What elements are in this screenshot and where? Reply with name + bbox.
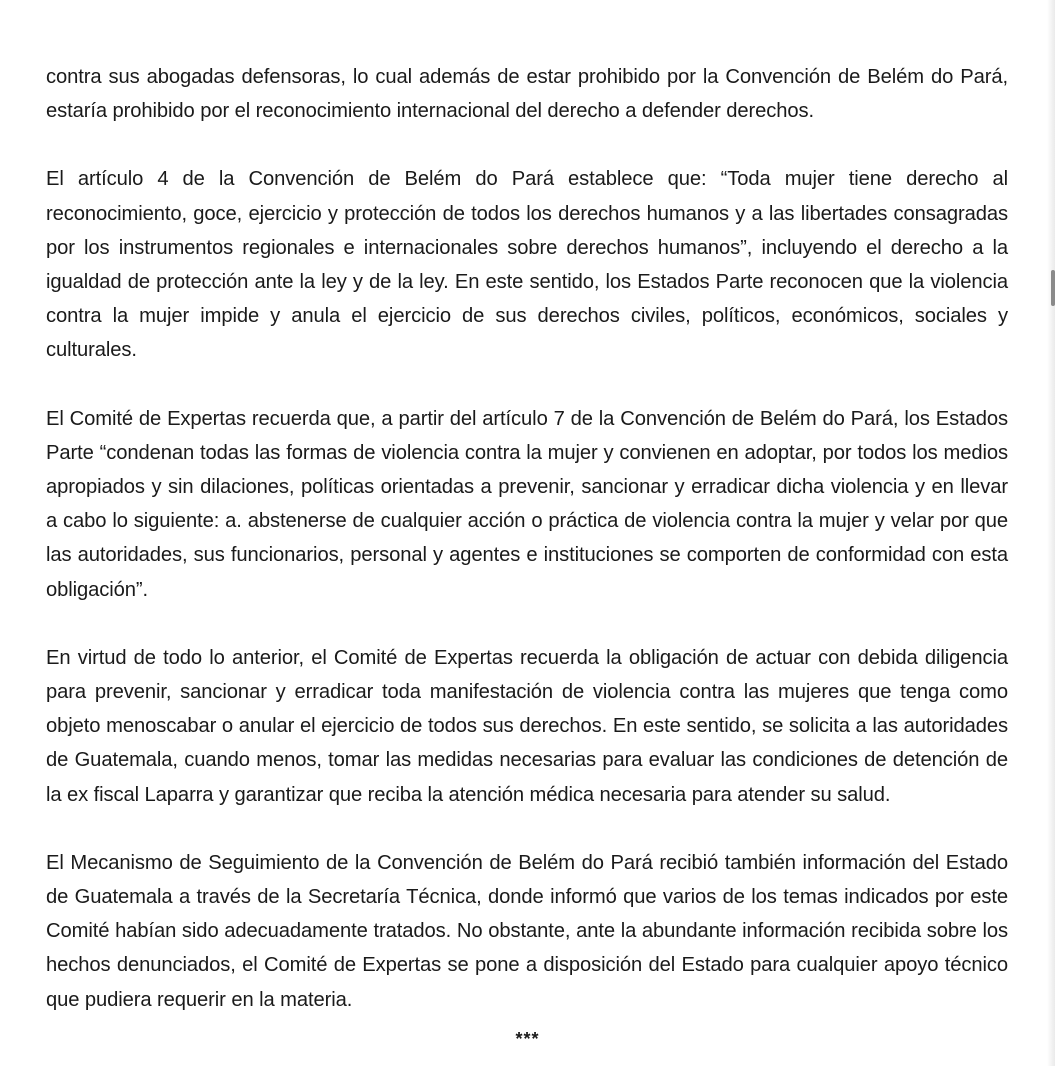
paragraph-4: En virtud de todo lo anterior, el Comité de Expertas recuerda la obligación de actuar con debida diligencia para prevenir, sancionar y erradicar toda manifestación de violencia contra las mujeres que tenga como objeto menoscabar o anular el ejercicio de todos sus derechos. En este sentido, se solicita a las autoridades de Guatemala, cuando menos, tomar las medidas necesarias para evaluar las condiciones de detención de la ex fiscal Laparra y garantizar que reciba la atención médica necesaria para atender su salud. xyxy=(46,646,1008,806)
paragraph-2: El artículo 4 de la Convención de Belém do Pará establece que: “Toda mujer tiene derecho al reconocimiento, goce, ejercicio y protección de todos los derechos humanos y a las libertades consagradas por los instrumentos regionales e internacionales sobre derechos humanos”, incluyendo el derecho a la igualdad de protección ante la ley y de la ley. En este sentido, los Estados Parte reconocen que la violencia contra la mujer impide y anula el ejercicio de sus derechos civiles, políticos, económicos, sociales y culturales. xyxy=(46,168,1008,362)
document-body xyxy=(46,60,1008,1017)
section-separator: *** xyxy=(515,1029,540,1049)
page-edge-shadow xyxy=(1047,0,1055,1066)
paragraph-3: El Comité de Expertas recuerda que, a partir del artículo 7 de la Convención de Belém do Pará, los Estados Parte “condenan todas las formas de violencia contra la mujer y convienen en adoptar, por todos los medios apropiados y sin dilaciones, políticas orientadas a prevenir, sancionar y erradicar dicha violencia y en llevar a cabo lo siguiente: a. abstenerse de cualquier acción o práctica de violencia contra la mujer y velar por que las autoridades, sus funcionarios, personal y agentes e instituciones se comporten de conformidad con esta obligación”. xyxy=(46,407,1008,601)
scroll-indicator[interactable] xyxy=(1051,270,1055,306)
paragraph-1: contra sus abogadas defensoras, lo cual además de estar prohibido por la Convención de Belém do Pará, estaría prohibido por el reconocimiento internacional del derecho a defender derechos. xyxy=(46,66,1008,123)
paragraph-5: El Mecanismo de Seguimiento de la Convención de Belém do Pará recibió también información del Estado de Guatemala a través de la Secretaría Técnica, donde informó que varios de los temas indicados por este Comité habían sido adecuadamente tratados. No obstante, ante la abundante información recibida sobre los hechos denunciados, el Comité de Expertas se pone a disposición del Estado para cualquier apoyo técnico que pudiera requerir en la materia. xyxy=(46,851,1008,1011)
